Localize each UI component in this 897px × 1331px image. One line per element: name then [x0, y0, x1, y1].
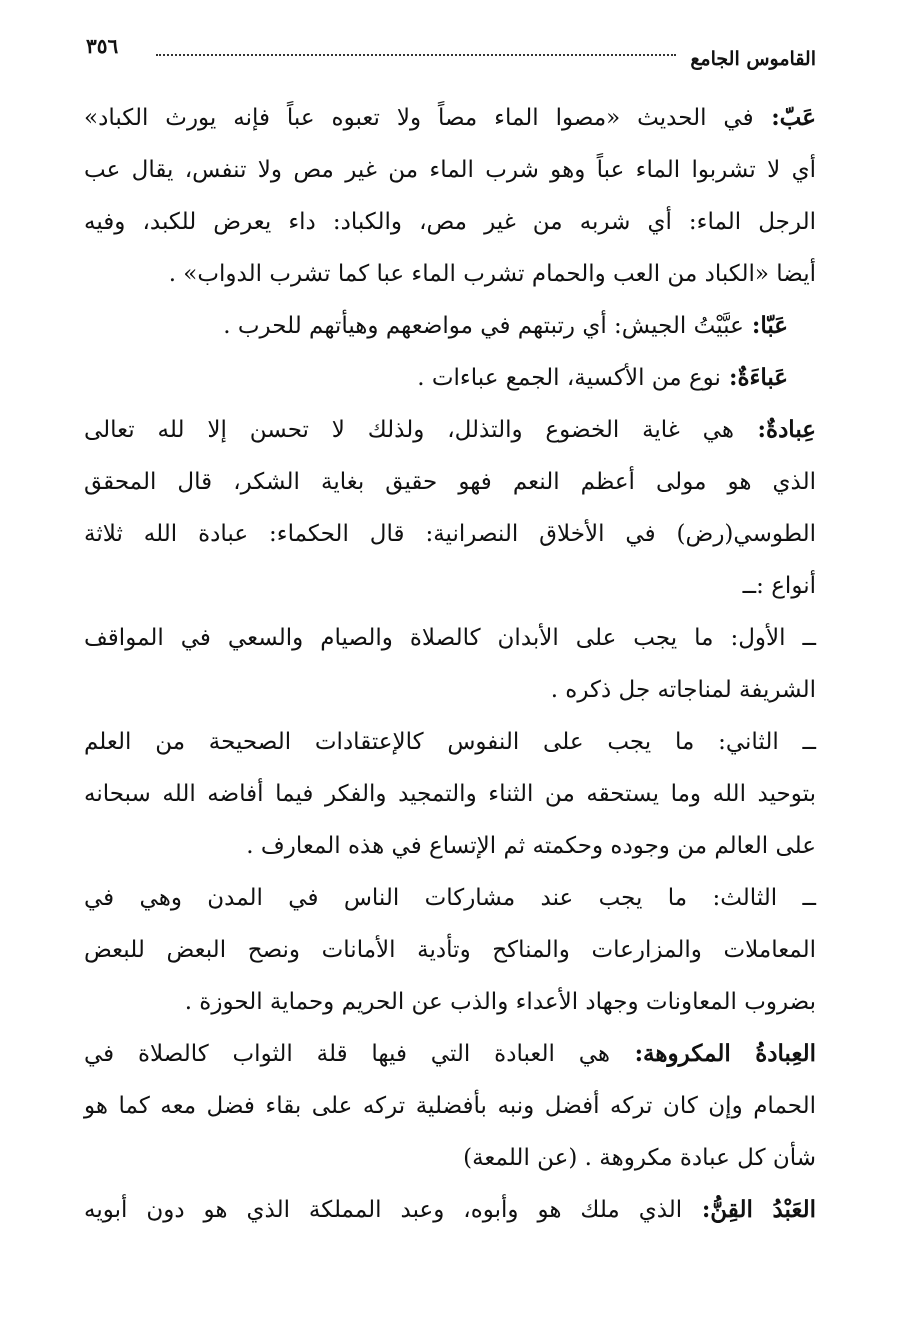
- definition-text: عبَّيْتُ الجيش: أي رتبتهم في مواضعهم وهيأتهم للحرب .: [223, 313, 744, 339]
- text-line: [84, 508, 816, 560]
- text-line: [84, 976, 816, 1028]
- headword: العِبادةُ المكروهة:: [610, 1040, 816, 1067]
- text-line: [84, 560, 816, 612]
- text-line: [84, 248, 816, 300]
- definition-text: هي غاية الخضوع والتذلل، ولذلك لا تحسن إلا لله تعالى: [84, 417, 734, 443]
- text-line: [84, 1184, 816, 1236]
- book-title: القاموس الجامع: [690, 48, 816, 70]
- text-line: [84, 872, 816, 924]
- text-line: [84, 768, 816, 820]
- definition-text: المعاملات والمزارعات والمناكح وتأدية الأمانات ونصح البعض للبعض: [84, 937, 816, 963]
- definition-text: الذي هو مولى أعظم النعم فهو حقيق بغاية الشكر، قال المحقق: [84, 469, 816, 495]
- text-line: [84, 1132, 816, 1184]
- headword: عِبادةٌ:: [733, 416, 816, 443]
- text-line: [84, 1028, 816, 1080]
- text-line: [84, 716, 816, 768]
- text-line: [84, 352, 816, 404]
- text-line: [84, 664, 816, 716]
- definition-text: بتوحيد الله وما يستحقه من الثناء والتمجيد والفكر فيما أفاضه الله سبحانه: [84, 781, 816, 807]
- page-number: ٣٥٦: [86, 34, 119, 58]
- headword: العَبْدُ القِنُّ:: [682, 1196, 816, 1223]
- definition-text: الحمام وإن كان تركه أفضل ونبه بأفضلية تركه على بقاء فضل معه كما هو: [84, 1093, 816, 1119]
- definition-text: الرجل الماء: أي شربه من غير مص، والكباد: داء يعرض للكبد، وفيه: [84, 209, 816, 235]
- definition-text: في الحديث «مصوا الماء مصاً ولا تعبوه عباً فإنه يورث الكباد»: [84, 105, 754, 131]
- text-line: [84, 144, 816, 196]
- definition-text: الطوسي(رض) في الأخلاق النصرانية: قال الحكماء: عبادة الله ثلاثة: [84, 521, 816, 547]
- definition-text: الذي ملك هو وأبوه، وعبد المملكة الذي هو دون أبويه: [84, 1197, 683, 1223]
- text-line: [84, 924, 816, 976]
- definition-text: أيضا «الكباد من العب والحمام تشرب الماء عبا كما تشرب الدواب» .: [168, 261, 816, 287]
- definition-text: ــ الثاني: ما يجب على النفوس كالإعتقادات الصحيحة من العلم: [84, 729, 816, 755]
- definition-text: بضروب المعاونات وجهاد الأعداء والذب عن الحريم وحماية الحوزة .: [184, 989, 816, 1015]
- text-line: [84, 196, 816, 248]
- running-header: [86, 34, 816, 74]
- headword: عَبّ:: [753, 104, 816, 131]
- definition-text: نوع من الأكسية، الجمع عباءات .: [417, 365, 721, 391]
- dictionary-text: [84, 92, 816, 1236]
- definition-text: ــ الثالث: ما يجب عند مشاركات الناس في المدن وهي في: [84, 885, 816, 911]
- text-line: [84, 820, 816, 872]
- text-line: [84, 612, 816, 664]
- text-line: [84, 404, 816, 456]
- text-line: [84, 1080, 816, 1132]
- text-line: [84, 92, 816, 144]
- definition-text: ــ الأول: ما يجب على الأبدان كالصلاة والصيام والسعي في المواقف: [84, 625, 816, 651]
- definition-text: هي العبادة التي فيها قلة الثواب كالصلاة في: [84, 1041, 611, 1067]
- definition-text: على العالم من وجوده وحكمته ثم الإتساع في هذه المعارف .: [246, 833, 816, 859]
- definition-text: الشريفة لمناجاته جل ذكره .: [550, 677, 816, 703]
- definition-text: أي لا تشربوا الماء عباً وهو شرب الماء من غير مص ولا تنفس، يقال عب: [84, 157, 816, 183]
- text-line: [84, 456, 816, 508]
- headword: عَبّا:: [743, 312, 788, 339]
- headword: عَباءَةٌ:: [720, 364, 788, 391]
- definition-text: شأن كل عبادة مكروهة . (عن اللمعة): [463, 1145, 816, 1171]
- text-line: [84, 300, 816, 352]
- dotted-leader: [156, 42, 676, 56]
- definition-text: أنواع :ــ: [742, 573, 816, 599]
